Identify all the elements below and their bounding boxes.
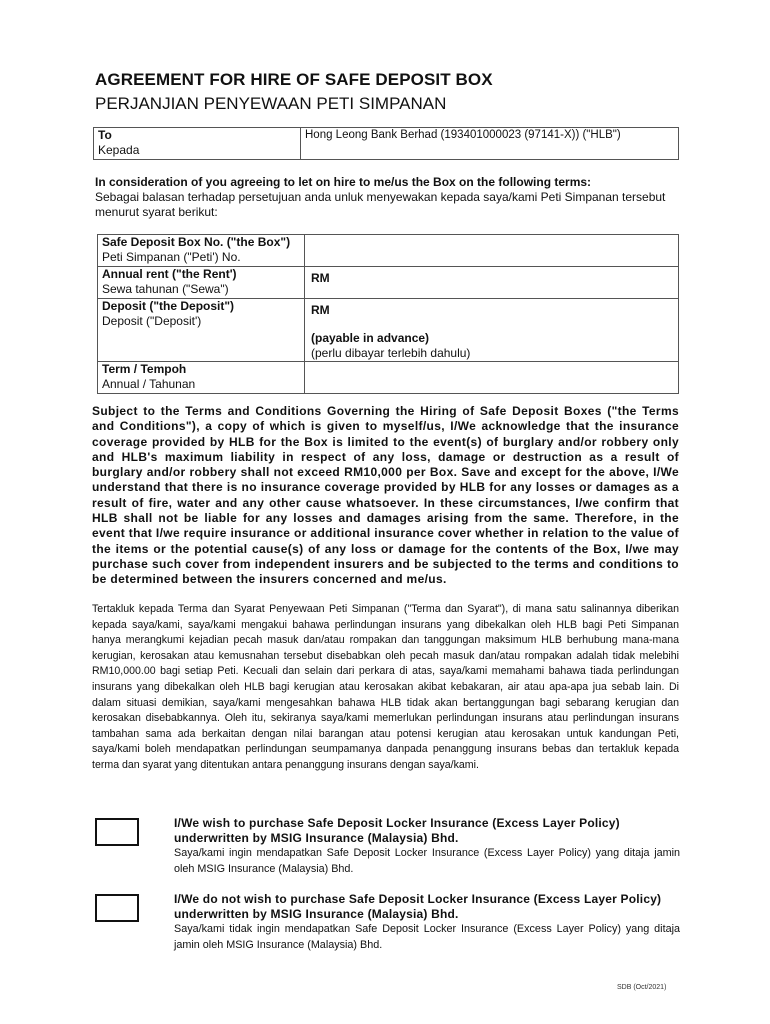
- recipient-label-cell: [94, 128, 301, 160]
- purchase-insurance-option: [174, 816, 680, 877]
- deposit-label-en: Deposit ("the Deposit"): [102, 299, 235, 313]
- decline-insurance-checkbox[interactable]: [95, 894, 139, 922]
- deposit-currency: RM: [311, 303, 330, 317]
- term-label-cell: [98, 362, 305, 394]
- recipient-value: Hong Leong Bank Berhad (193401000023 (97141-X)) ("HLB"): [305, 129, 621, 141]
- deposit-note-ms: (perlu dibayar terlebih dahulu): [311, 346, 471, 360]
- annual-rent-currency: RM: [311, 271, 330, 285]
- decline-insurance-text-en: I/We do not wish to purchase Safe Deposit Locker Insurance (Excess Layer Policy) underwritten by MSIG Insurance (Malaysia) Bhd.: [174, 892, 662, 921]
- decline-insurance-option: [174, 892, 680, 953]
- annual-rent-label-cell: [98, 267, 305, 299]
- term-label: Term / Tempoh: [102, 362, 187, 376]
- form-code: SDB (Oct/2021): [617, 984, 667, 991]
- purchase-insurance-text-ms: Saya/kami ingin mendapatkan Safe Deposit Locker Insurance (Excess Layer Policy) yang ditaja jamin oleh MSIG Insurance (Malaysia) Bhd.: [174, 847, 680, 875]
- recipient-table: [93, 127, 679, 160]
- to-label: To: [98, 128, 112, 142]
- document-subtitle: PERJANJIAN PENYEWAAN PETI SIMPANAN: [95, 94, 447, 113]
- deposit-label-cell: [98, 299, 305, 362]
- terms-paragraph-en: Subject to the Terms and Conditions Governing the Hiring of Safe Deposit Boxes ("the Terms and Conditions"), a copy of which is given to myself/us, I/We acknowledge that the insurance coverage provided by HLB for the Box is limited to the event(s) of burglary and/or robbery only and HLB's maximum liability in respect of any loss, damage or destruction as a result of burglary and/or robbery shall not exceed RM10,000 per Box. Save and except for the above, I/We understand that there is no insurance coverage provided by HLB for any losses or damages as a result of fire, water and any other cause whatsoever. In these circumstances, I/we confirm that HLB shall not be liable for any losses and damages arising from the same. Therefore, in the event that I/we require insurance or additional insurance cover whether in relation to the value of the items or the potential cause(s) of any loss or damage for the contents of the Box, I/we may purchase such cover from independent insurers and be subjected to the terms and conditions to be determined between the insurers concerned and me/us.: [92, 404, 679, 587]
- term-row: [98, 362, 679, 394]
- deposit-label-ms: Deposit ("Deposit'): [102, 314, 202, 328]
- deposit-row: [98, 299, 679, 362]
- document-title: AGREEMENT FOR HIRE OF SAFE DEPOSIT BOX: [95, 70, 493, 89]
- consideration-block: [95, 175, 685, 220]
- annual-rent-row: [98, 267, 679, 299]
- box-number-row: [98, 235, 679, 267]
- kepada-label: Kepada: [98, 143, 140, 157]
- annual-rent-field[interactable]: [305, 267, 679, 299]
- consideration-ms: Sebagai balasan terhadap persetujuan anda unluk menyewakan kepada saya/kami Peti Simpanan tersebut menurut syarat berikut:: [95, 190, 666, 219]
- box-number-label-en: Safe Deposit Box No. ("the Box"): [102, 235, 291, 249]
- box-number-label-cell: [98, 235, 305, 267]
- deposit-note-en: (payable in advance): [311, 331, 430, 345]
- annual-rent-label-ms: Sewa tahunan ("Sewa"): [102, 282, 229, 296]
- consideration-en: In consideration of you agreeing to let on hire to me/us the Box on the following terms:: [95, 175, 592, 189]
- deposit-field[interactable]: [305, 299, 679, 362]
- box-details-table: [97, 234, 679, 394]
- box-number-label-ms: Peti Simpanan ("Peti') No.: [102, 250, 241, 264]
- decline-insurance-text-ms: Saya/kami tidak ingin mendapatkan Safe Deposit Locker Insurance (Excess Layer Policy) yang ditaja jamin oleh MSIG Insurance (Malaysia) Bhd.: [174, 923, 680, 951]
- purchase-insurance-checkbox[interactable]: [95, 818, 139, 846]
- terms-paragraph-ms: Tertakluk kepada Terma dan Syarat Penyewaan Peti Simpanan ("Terma dan Syarat"), di mana satu salinannya diberikan kepada saya/kami, saya/kami mengakui bahawa perlindungan insurans yang dibekalkan oleh HLB bagi Peti Simpanan hanya merangkumi kejadian pecah masuk dan/atau rompakan dan tanggungan maksimum HLB berhubung mana-mana kerugian, kerosakan atau kemusnahan tersebut disebabkan oleh pecah masuk dan/atau rompakan adalah tidak melebihi RM10,000.00 bagi setiap Peti. Kecuali dan selain dari perkara di atas, saya/kami memahami bahawa tiada perlindungan insurans yang dibekalkan oleh HLB bagi kerugian atau kerosakan akibat kebakaran, air atau apa-apa jua sebab lain. Di dalam situasi demikian, saya/kami mengesahkan bahawa HLB tidak akan bertanggungan bagi sebarang kerugian dan kerosakan disebabkannya. Oleh itu, sekiranya saya/kami memerlukan perlindungan insurans atau perlindungan insurans tambahan sama ada berkaitan dengan nilai barangan atau potensi kerugian atau kerosakan untuk kandungan Peti, saya/kami boleh mendapatkan perlindungan seumpamanya danpada penanggung insurans bebas dan tertakluk kepada terma dan syarat yang ditentukan antara penanggung insurans dengan saya/kami.: [92, 603, 679, 771]
- annual-rent-label-en: Annual rent ("the Rent'): [102, 267, 237, 281]
- box-number-field[interactable]: [305, 235, 679, 267]
- recipient-value-cell: [301, 128, 679, 160]
- term-field[interactable]: [305, 362, 679, 394]
- purchase-insurance-text-en: I/We wish to purchase Safe Deposit Locker Insurance (Excess Layer Policy) underwritten by MSIG Insurance (Malaysia) Bhd.: [174, 816, 620, 845]
- term-value: Annual / Tahunan: [102, 377, 196, 391]
